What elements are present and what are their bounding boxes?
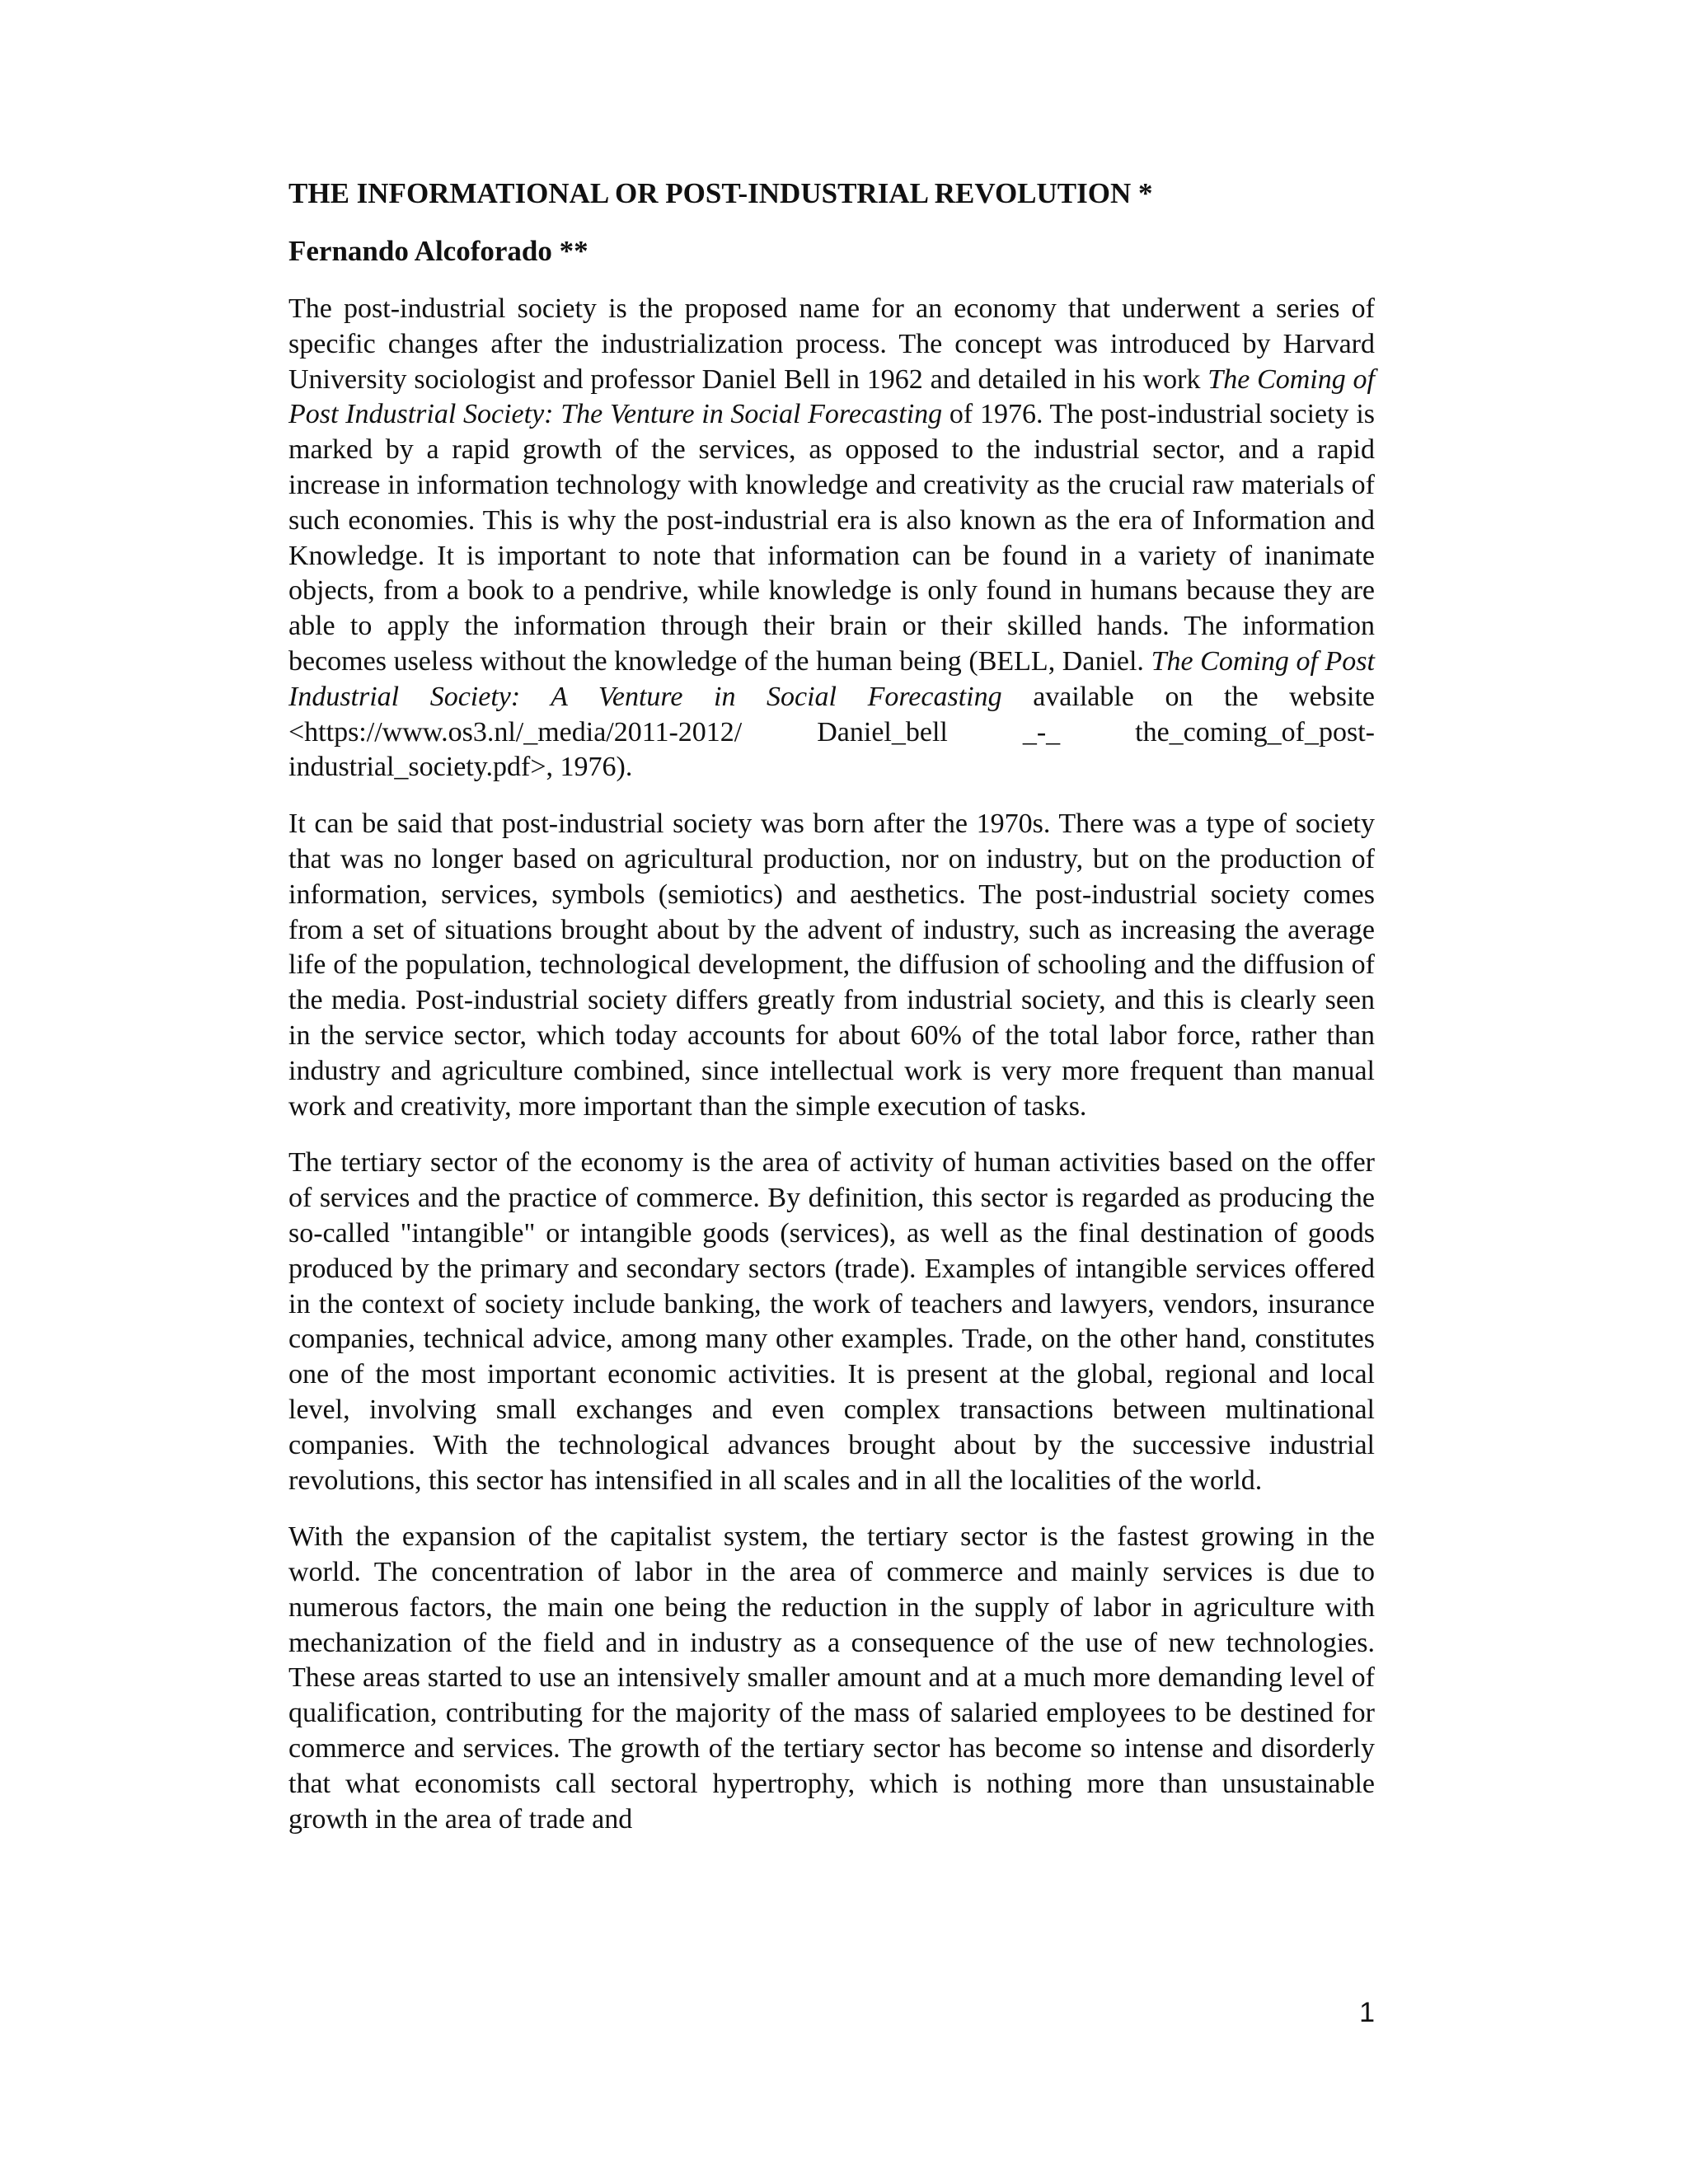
paragraph-2: It can be said that post-industrial society was born after the 1970s. There was a type of society that was no longer based on agricultural production, nor on industry, but on the production of information, services, symbols (semiotics) and aesthetics. The post-industrial society comes from a set of situations brought about by the advent of industry, such as increasing the average life of the population, technological development, the diffusion of schooling and the diffusion of the media. Post-industrial society differs greatly from industrial society, and this is clearly seen in the service sector, which today accounts for about 60% of the total labor force, rather than industry and agriculture combined, since intellectual work is very more frequent than manual work and creativity, more important than the simple execution of tasks. — [288, 808, 1375, 1122]
paragraph-1-text-e: available on the website <https://www.os3.nl/_media/2011-2012/ Daniel_bell _-_ the_coming_of_post-industrial_society.pdf>, 1976). — [288, 681, 1375, 783]
paragraph-1-text-c: of 1976. The post-industrial society is marked by a rapid growth of the services, as opposed to the industrial sector, and a rapid increase in information technology with knowledge and creativity as the crucial raw materials of such economies. This is why the post-industrial era is also known as the era of Information and Knowledge. It is important to note that information can be found in a variety of inanimate objects, from a book to a pendrive, while knowledge is only found in humans because they are able to apply the information through their brain or their skilled hands. The information becomes useless without the knowledge of the human being (BELL, Daniel. — [288, 399, 1375, 677]
paragraph-1-text-a: The post-industrial society is the proposed name for an economy that underwent a series of specific changes after the industrialization process. The concept was introduced by Harvard University sociologist and professor Daniel Bell in 1962 and detailed in his work — [288, 293, 1375, 395]
book-title-2: The Coming of Post Industrial Society: A Venture in Social Forecasting — [288, 645, 1375, 712]
document-title: THE INFORMATIONAL OR POST-INDUSTRIAL REVOLUTION * — [288, 177, 1153, 209]
book-title-1: The Coming of Post Industrial Society: The Venture in Social Forecasting — [288, 363, 1375, 430]
document-page — [288, 176, 1375, 1858]
page-number: 1 — [1359, 1997, 1375, 2028]
paragraph-3: The tertiary sector of the economy is the area of activity of human activities based on the offer of services and the practice of commerce. By definition, this sector is regarded as producing the so-called "intangible" or intangible goods (services), as well as the final destination of goods produced by the primary and secondary sectors (trade). Examples of intangible services offered in the context of society include banking, the work of teachers and lawyers, vendors, insurance companies, technical advice, among many other examples. Trade, on the other hand, constitutes one of the most important economic activities. It is present at the global, regional and local level, involving small exchanges and even complex transactions between multinational companies. With the technological advances brought about by the successive industrial revolutions, this sector has intensified in all scales and in all the localities of the world. — [288, 1147, 1375, 1496]
paragraph-1 — [288, 292, 1375, 785]
paragraph-4: With the expansion of the capitalist system, the tertiary sector is the fastest growing in the world. The concentration of labor in the area of commerce and mainly services is due to numerous factors, the main one being the reduction in the supply of labor in agriculture with mechanization of the field and in industry as a consequence of the use of new technologies. These areas started to use an intensively smaller amount and at a much more demanding level of qualification, contributing for the majority of the mass of salaried employees to be destined for commerce and services. The growth of the tertiary sector has become so intense and disorderly that what economists call sectoral hypertrophy, which is nothing more than unsustainable growth in the area of trade and — [288, 1521, 1375, 1835]
document-author: Fernando Alcoforado ** — [288, 235, 588, 267]
